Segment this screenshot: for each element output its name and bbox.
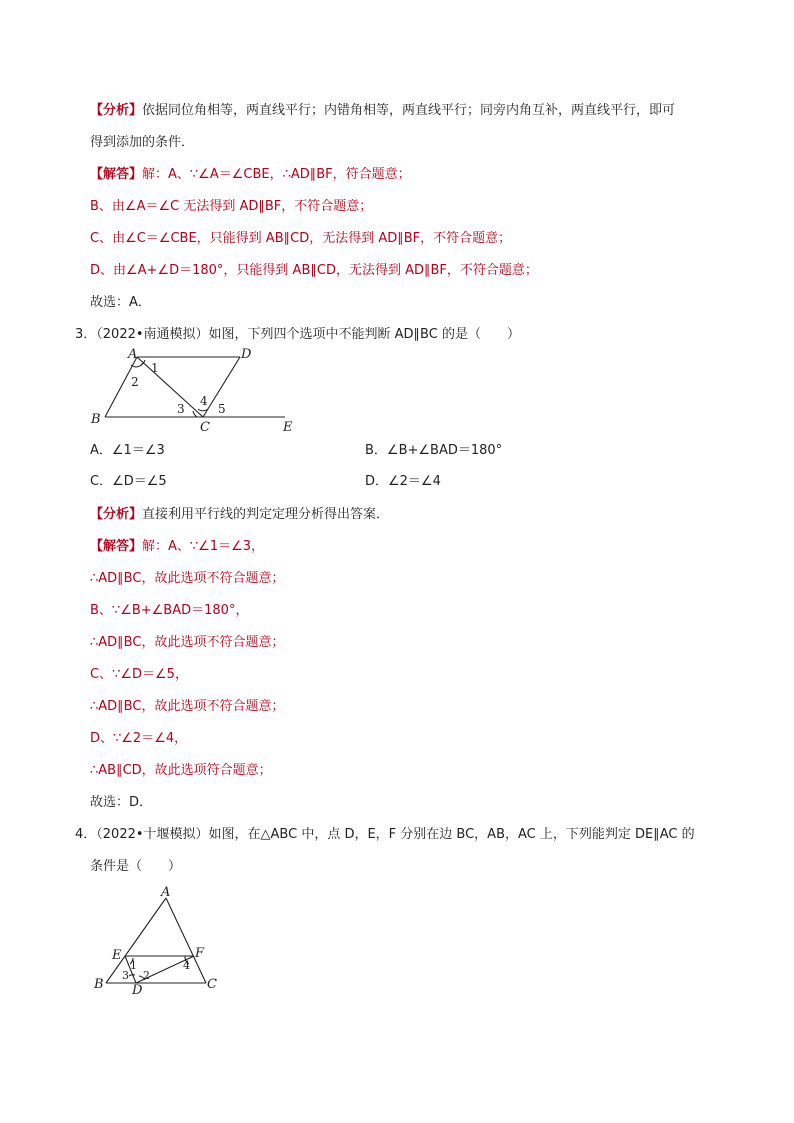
question-4-stem-2: 条件是（ ） bbox=[90, 859, 182, 874]
question-4-figure bbox=[88, 884, 228, 996]
q3-answer-step-7: D、∵∠2＝∠4， bbox=[90, 731, 188, 746]
label-E: E bbox=[283, 420, 293, 435]
q3-answer-step-3: B、∵∠B+∠BAD＝180°， bbox=[90, 603, 249, 618]
analysis-line-2: 得到添加的条件． bbox=[90, 135, 195, 150]
angle-4: 4 bbox=[183, 959, 190, 972]
angle-3: 3 bbox=[177, 402, 185, 416]
angle-2: 2 bbox=[143, 969, 150, 982]
answer-line-d: D、由∠A+∠D＝180°，只能得到 AB∥CD，无法得到 AD∥BF，不符合题意； bbox=[90, 263, 538, 278]
label-D: D bbox=[241, 347, 252, 362]
q3-analysis-text: 直接利用平行线的判定定理分析得出答案． bbox=[142, 507, 390, 522]
answer-line-c: C、由∠C＝∠CBE，只能得到 AB∥CD，无法得到 AD∥BF，不符合题意； bbox=[90, 231, 512, 246]
option-a: A．∠1＝∠3 bbox=[90, 443, 165, 458]
answer-line bbox=[90, 166, 411, 184]
option-b: B．∠B+∠BAD＝180° bbox=[365, 443, 503, 458]
label-F: F bbox=[195, 946, 205, 961]
q3-answer-line bbox=[90, 538, 264, 556]
q3-choice-line: 故选：D． bbox=[90, 795, 153, 810]
answer-text: 解：A、∵∠A＝∠CBE，∴AD∥BF，符合题意； bbox=[142, 167, 411, 182]
analysis-tag: 【分析】 bbox=[90, 103, 143, 118]
q3-answer-tag: 【解答】 bbox=[90, 539, 143, 554]
angle-5: 5 bbox=[218, 402, 226, 416]
label-C: C bbox=[200, 420, 210, 435]
question-3-figure bbox=[85, 345, 305, 435]
option-d: D．∠2＝∠4 bbox=[365, 474, 441, 489]
option-c: C．∠D＝∠5 bbox=[90, 474, 167, 489]
label-A: A bbox=[128, 347, 138, 362]
question-3-stem: 3．（2022•南通模拟）如图，下列四个选项中不能判断 AD∥BC 的是（ ） bbox=[75, 327, 520, 342]
q3-answer-step-2: ∴AD∥BC，故此选项不符合题意； bbox=[90, 571, 285, 586]
label-A: A bbox=[161, 885, 171, 900]
label-B: B bbox=[94, 977, 104, 992]
angle-2: 2 bbox=[131, 375, 139, 389]
q3-answer-step-1: 解：A、∵∠1＝∠3， bbox=[142, 539, 265, 554]
q3-analysis-tag: 【分析】 bbox=[90, 507, 143, 522]
q3-answer-step-8: ∴AB∥CD，故此选项符合题意； bbox=[90, 763, 272, 778]
label-E: E bbox=[112, 948, 122, 963]
q3-answer-step-4: ∴AD∥BC，故此选项不符合题意； bbox=[90, 635, 285, 650]
label-B: B bbox=[91, 412, 101, 427]
analysis-text: 依据同位角相等，两直线平行；内错角相等，两直线平行；同旁内角互补，两直线平行，即可 bbox=[142, 103, 676, 118]
question-4-stem: 4．（2022•十堰模拟）如图，在△ABC 中，点 D，E，F 分别在边 BC，AB，AC 上，下列能判定 DE∥AC 的 bbox=[75, 827, 695, 842]
q3-analysis-line bbox=[90, 506, 389, 524]
angle-1: 1 bbox=[151, 361, 159, 375]
answer-line-b: B、由∠A＝∠C 无法得到 AD∥BF，不符合题意； bbox=[90, 199, 373, 214]
answer-tag: 【解答】 bbox=[90, 167, 143, 182]
label-D: D bbox=[132, 983, 143, 996]
q3-answer-step-5: C、∵∠D＝∠5， bbox=[90, 667, 188, 682]
q3-answer-step-6: ∴AD∥BC，故此选项不符合题意； bbox=[90, 699, 285, 714]
angle-3: 3 bbox=[122, 969, 129, 982]
choice-line: 故选：A． bbox=[90, 295, 151, 310]
angle-1: 1 bbox=[130, 959, 137, 972]
angle-4: 4 bbox=[200, 394, 208, 408]
label-C: C bbox=[207, 977, 217, 992]
analysis-line bbox=[90, 102, 675, 120]
